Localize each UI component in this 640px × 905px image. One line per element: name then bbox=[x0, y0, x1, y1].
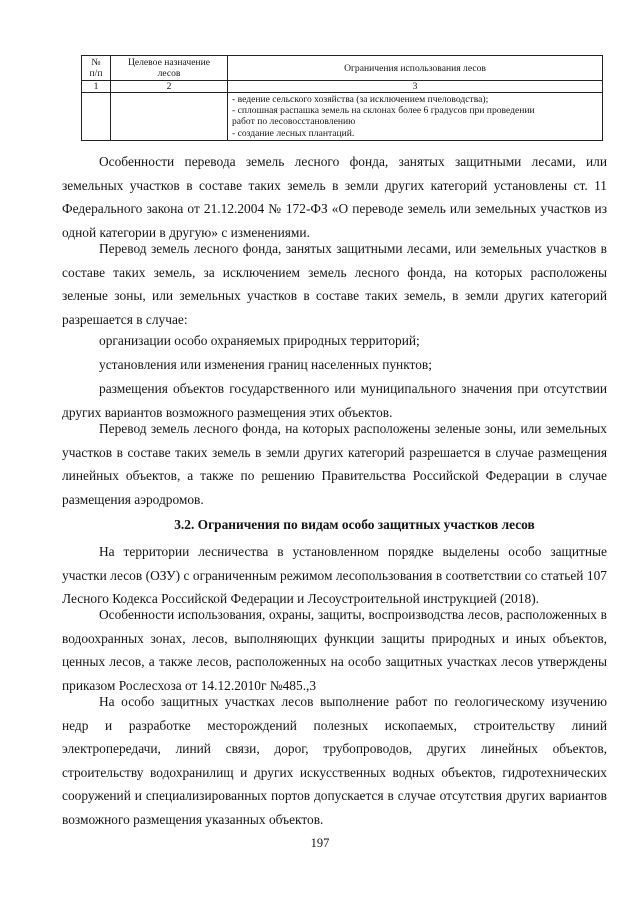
restriction-line: - создание лесных плантаций. bbox=[232, 127, 355, 139]
table-cell bbox=[111, 93, 228, 141]
paragraph: На особо защитных участках лесов выполнение работ по геологическому изучению недр и разработке месторождений полезных ископаемых, строительству линий электропередачи, линий связи, дорог, трубопроводов, других линейных объектов, строительству водохранилищ и других искусственных водных объектов, гидротехнических сооружений и специализированных портов допускается в случае отсутствия других вариантов возможного размещения указанных объектов. bbox=[62, 694, 607, 827]
restriction-line: - сплошная распашка земель на склонах более 6 градусов при проведении bbox=[232, 105, 535, 117]
restriction-line: - ведение сельского хозяйства (за исключением пчеловодства); bbox=[232, 94, 489, 105]
list-item: организации особо охраняемых природных территорий; bbox=[99, 333, 420, 348]
table-header-cell: Целевое назначение лесов bbox=[111, 56, 228, 81]
table-header-row bbox=[82, 56, 603, 81]
table-cell-restrictions bbox=[228, 93, 603, 141]
paragraph: На территории лесничества в установленном порядке выделены особо защитные участки лесов (ОЗУ) с ограниченным режимом лесопользования в соответствии со статьей 107 Лесного Кодекса Российской Федерации и Лесоустроительной инструкцией (2018). bbox=[62, 544, 607, 607]
table-number-cell: 1 bbox=[82, 81, 111, 93]
restriction-line: работ по лесовосстановлению bbox=[232, 116, 356, 128]
paragraph: Особенности использования, охраны, защиты, воспроизводства лесов, расположенных в водоохранных зонах, лесов, выполняющих функции защиты природных и иных объектов, ценных лесов, а также лесов, расположенных на особо защитных участках лесов утверждены приказом Рослесхоза от 14.12.2010г №485.,3 bbox=[62, 607, 607, 693]
table-cell bbox=[82, 93, 111, 141]
page-number: 197 bbox=[310, 836, 330, 850]
list-item: установления или изменения границ населенных пунктов; bbox=[99, 357, 432, 372]
table-number-cell: 3 bbox=[228, 81, 603, 93]
table-number-cell: 2 bbox=[111, 81, 228, 93]
table-row bbox=[82, 93, 603, 141]
table-number-row bbox=[82, 81, 603, 93]
table-header-cell: № п/п bbox=[82, 56, 111, 81]
restrictions-table bbox=[81, 55, 603, 141]
section-heading: 3.2. Ограничения по видам особо защитных участков лесов bbox=[174, 517, 535, 532]
table-header-cell: Ограничения использования лесов bbox=[228, 56, 603, 81]
paragraph: Перевод земель лесного фонда, на которых расположены зеленые зоны, или земельных участков в составе таких земель в земли других категорий разрешается в случае размещения линейных объектов, а также по решению Правительства Российской Федерации в случае размещения аэродромов. bbox=[62, 421, 607, 507]
paragraph: размещения объектов государственного или муниципального значения при отсутствии других вариантов возможного размещения этих объектов. bbox=[62, 381, 607, 420]
paragraph: Перевод земель лесного фонда, занятых защитными лесами, или земельных участков в составе таких земель, за исключением земель лесного фонда, на которых расположены зеленые зоны, или земельных участков в составе таких земель, в земли других категорий разрешается в случае: bbox=[62, 241, 607, 327]
paragraph: Особенности перевода земель лесного фонда, занятых защитными лесами, или земельных участков в составе таких земель в земли других категорий установлены ст. 11 Федерального закона от 21.12.2004 № 172-ФЗ «О переводе земель или земельных участков из одной категории в другую» с изменениями. bbox=[62, 154, 607, 240]
